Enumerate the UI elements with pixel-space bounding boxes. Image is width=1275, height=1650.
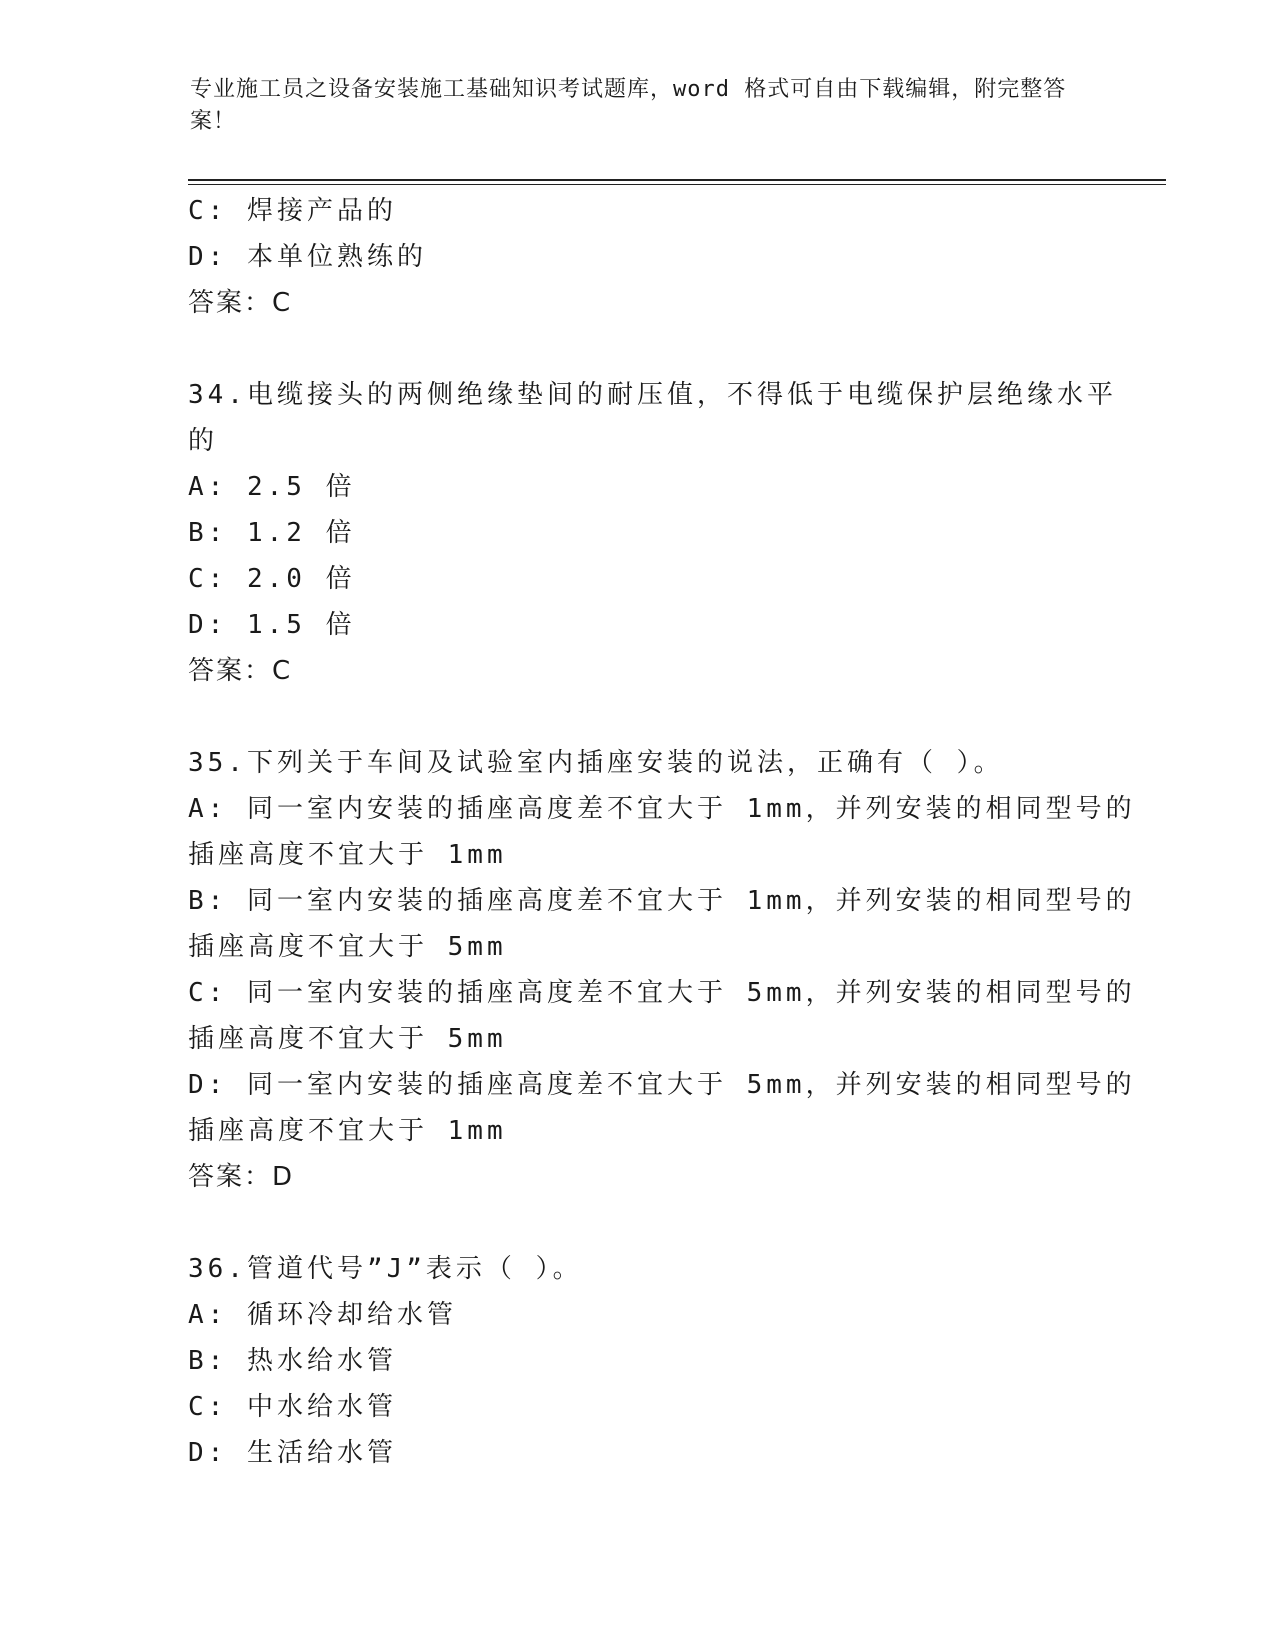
option-c-continued: 插座高度不宜大于 5mm	[188, 1024, 507, 1054]
question-stem: 34.电缆接头的两侧绝缘垫间的耐压值，不得低于电缆保护层绝缘水平	[188, 380, 1117, 410]
question-33-tail	[188, 188, 1088, 326]
option-a: A: 同一室内安装的插座高度差不宜大于 1mm，并列安装的相同型号的	[188, 794, 1136, 824]
option-d: D: 1.5 倍	[188, 610, 356, 640]
page-header: 专业施工员之设备安装施工基础知识考试题库，word 格式可自由下载编辑，附完整答案！	[190, 77, 1067, 134]
option-d: D: 同一室内安装的插座高度差不宜大于 5mm，并列安装的相同型号的	[188, 1070, 1136, 1100]
question-stem-continued: 的	[188, 426, 219, 456]
question-34	[188, 372, 1117, 694]
option-c: C: 焊接产品的	[188, 196, 397, 226]
option-d-continued: 插座高度不宜大于 1mm	[188, 1116, 507, 1146]
answer: 答案：D	[188, 1162, 295, 1192]
option-b: B: 热水给水管	[188, 1346, 397, 1376]
question-35	[188, 740, 1136, 1200]
option-c: C: 中水给水管	[188, 1392, 397, 1422]
option-a: A: 循环冷却给水管	[188, 1300, 457, 1330]
option-b: B: 同一室内安装的插座高度差不宜大于 1mm，并列安装的相同型号的	[188, 886, 1136, 916]
question-content	[188, 188, 1136, 1476]
spacer	[188, 326, 1088, 372]
option-d: D: 生活给水管	[188, 1438, 397, 1468]
option-c: C: 2.0 倍	[188, 564, 356, 594]
option-b: B: 1.2 倍	[188, 518, 356, 548]
option-c: C: 同一室内安装的插座高度差不宜大于 5mm，并列安装的相同型号的	[188, 978, 1136, 1008]
option-a-continued: 插座高度不宜大于 1mm	[188, 840, 507, 870]
question-stem: 36.管道代号”J”表示（ ）。	[188, 1254, 583, 1284]
header-rule-thick	[188, 179, 1166, 181]
answer: 答案：C	[188, 656, 293, 686]
option-b-continued: 插座高度不宜大于 5mm	[188, 932, 507, 962]
question-36	[188, 1246, 1088, 1476]
option-a: A: 2.5 倍	[188, 472, 356, 502]
answer: 答案：C	[188, 288, 293, 318]
option-d: D: 本单位熟练的	[188, 242, 427, 272]
header-rule-thin	[188, 184, 1166, 185]
spacer	[188, 694, 1088, 740]
question-stem: 35.下列关于车间及试验室内插座安装的说法，正确有（ ）。	[188, 748, 1004, 778]
spacer	[188, 1200, 1088, 1246]
